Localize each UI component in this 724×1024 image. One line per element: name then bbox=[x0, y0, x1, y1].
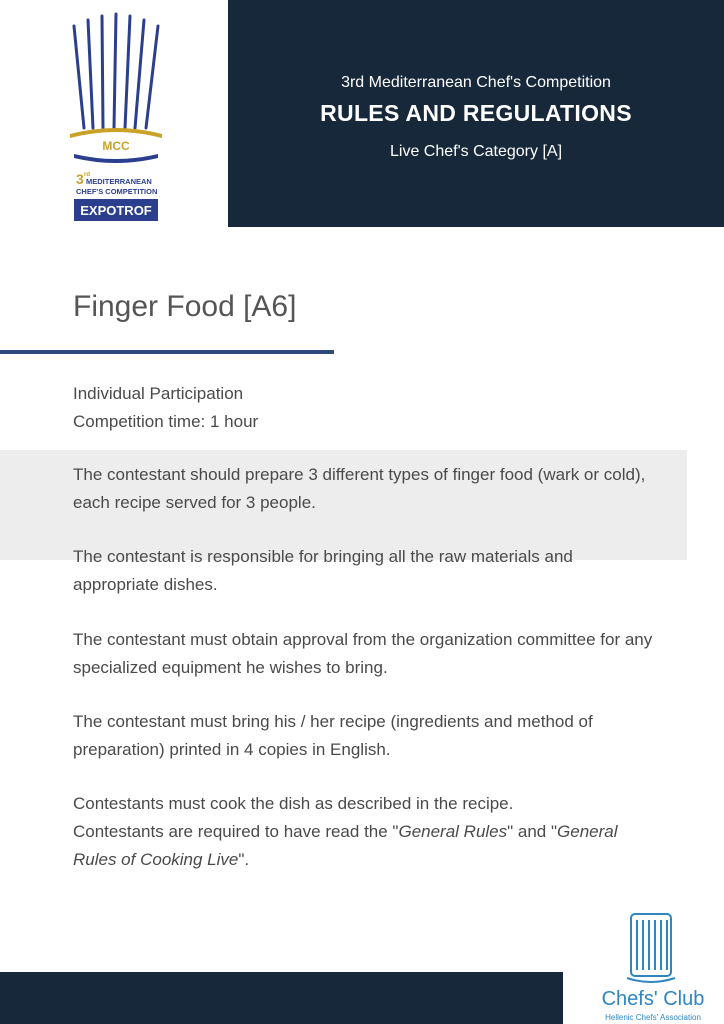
cooking-live-rules-reference: General Rules of Cooking Live bbox=[73, 822, 618, 869]
mcc-logo bbox=[62, 8, 172, 226]
title-underline bbox=[0, 350, 334, 354]
final-rule-middle: " and " bbox=[507, 822, 558, 841]
final-rule-line1: Contestants must cook the dish as described in the recipe. bbox=[73, 794, 514, 813]
document-title: RULES AND REGULATIONS bbox=[320, 100, 632, 126]
general-rules-reference: General Rules bbox=[398, 822, 508, 841]
logo-line1: MEDITERRANEAN bbox=[86, 177, 152, 186]
section-title: Finger Food [A6] bbox=[73, 290, 297, 323]
rule-paragraph: The contestant is responsible for bringing all the raw materials and appropriate dishes. bbox=[73, 547, 573, 594]
rule-paragraph: The contestant must bring his / her recipe (ingredients and method of preparation) printed in 4 copies in English. bbox=[73, 712, 593, 759]
header-banner bbox=[228, 0, 724, 227]
participation-type: Individual Participation bbox=[73, 384, 244, 403]
chefs-club-tagline: Hellenic Chefs' Association bbox=[605, 1013, 701, 1022]
logo-superscript: rd bbox=[84, 172, 90, 178]
chefs-club-brand: Chefs' Club bbox=[601, 988, 705, 1010]
logo-initials: MCC bbox=[102, 139, 130, 153]
final-rule-paragraph bbox=[73, 790, 663, 874]
final-rule-prefix: Contestants are required to have read the " bbox=[73, 822, 399, 841]
final-rule-suffix: ". bbox=[238, 850, 250, 869]
competition-subtitle: 3rd Mediterranean Chef's Competition bbox=[341, 74, 611, 91]
rule-paragraph: The contestant should prepare 3 different types of finger food (wark or cold), each recipe served for 3 people. bbox=[73, 465, 646, 512]
participation-info bbox=[73, 380, 258, 436]
chef-hat-icon bbox=[583, 906, 723, 988]
rule-paragraph: The contestant must obtain approval from the organization committee for any specialized equipment he wishes to bring. bbox=[73, 630, 653, 677]
logo-line2: CHEF'S COMPETITION bbox=[76, 187, 158, 196]
chefs-club-logo bbox=[583, 906, 723, 1024]
logo-event: EXPOTROF bbox=[80, 203, 152, 218]
category-label: Live Chef's Category [A] bbox=[389, 143, 563, 160]
logo-number: 3 bbox=[76, 171, 84, 187]
chef-hat-lines-icon bbox=[62, 8, 172, 226]
footer-bar bbox=[0, 972, 563, 1024]
competition-time: Competition time: 1 hour bbox=[73, 412, 259, 431]
